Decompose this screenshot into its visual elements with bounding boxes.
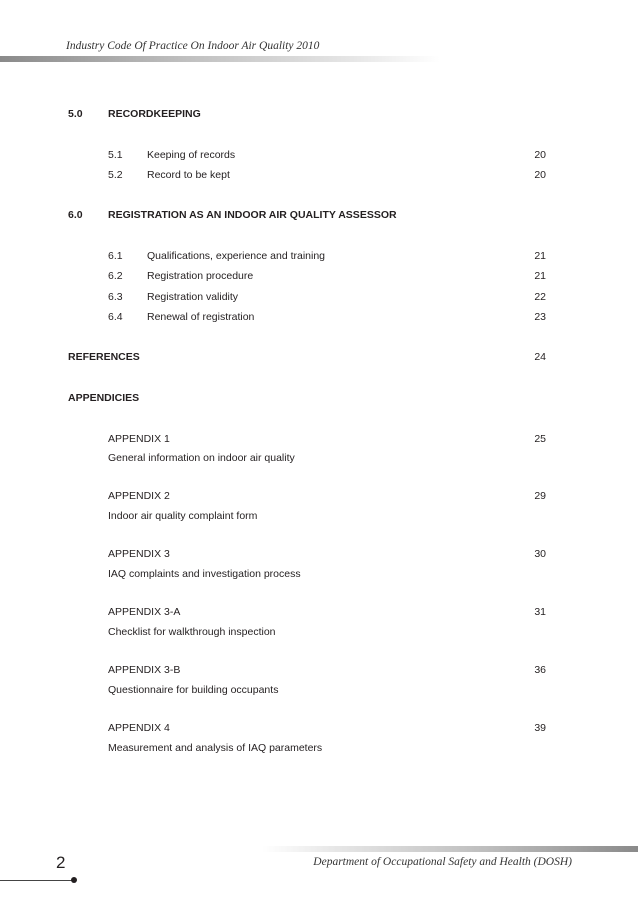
appendix-desc: Measurement and analysis of IAQ parameters	[108, 742, 323, 754]
toc-page: 36	[534, 664, 546, 676]
toc-label: Record to be kept	[147, 169, 230, 181]
appendix-title[interactable]: APPENDIX 3-A	[108, 606, 181, 618]
section-heading-5[interactable]	[68, 108, 201, 120]
toc-page: 30	[534, 548, 546, 560]
toc-page: 20	[534, 169, 546, 181]
footer-dot	[71, 877, 77, 883]
toc-number: 6.1	[108, 250, 123, 262]
section-title: REGISTRATION AS AN INDOOR AIR QUALITY ASSESSOR	[108, 209, 397, 221]
toc-row[interactable]	[108, 250, 325, 262]
toc-page: 23	[534, 311, 546, 323]
toc-label: Registration procedure	[147, 270, 254, 282]
appendix-title[interactable]: APPENDIX 4	[108, 722, 170, 734]
footer-rule	[0, 880, 74, 881]
toc-page: 29	[534, 490, 546, 502]
toc-page: 20	[534, 149, 546, 161]
appendix-title[interactable]: APPENDIX 2	[108, 490, 170, 502]
section-number: 5.0	[68, 108, 83, 120]
appendix-title[interactable]: APPENDIX 3	[108, 548, 170, 560]
footer-department: Department of Occupational Safety and Health (DOSH)	[313, 856, 572, 868]
toc-page: 21	[534, 250, 546, 262]
appendix-desc: Checklist for walkthrough inspection	[108, 626, 276, 638]
header-title: Industry Code Of Practice On Indoor Air Quality 2010	[66, 40, 320, 52]
toc-row[interactable]	[108, 311, 254, 323]
header-bar	[0, 56, 440, 62]
section-heading-6[interactable]	[68, 209, 397, 221]
footer-bar	[262, 846, 638, 852]
toc-row[interactable]	[108, 149, 235, 161]
references-heading[interactable]: REFERENCES	[68, 351, 140, 363]
section-title: RECORDKEEPING	[108, 108, 201, 120]
appendix-desc: IAQ complaints and investigation process	[108, 568, 301, 580]
toc-label: Renewal of registration	[147, 311, 255, 323]
page-number: 2	[56, 853, 66, 872]
toc-label: Keeping of records	[147, 149, 236, 161]
toc-row[interactable]	[108, 270, 253, 282]
appendix-desc: General information on indoor air quality	[108, 452, 295, 464]
toc-page: 22	[534, 291, 546, 303]
toc-number: 5.1	[108, 149, 123, 161]
appendix-desc: Indoor air quality complaint form	[108, 510, 258, 522]
toc-label: Registration validity	[147, 291, 239, 303]
toc-row[interactable]	[108, 291, 238, 303]
toc-number: 6.4	[108, 311, 123, 323]
toc-number: 6.3	[108, 291, 123, 303]
toc-row[interactable]	[108, 169, 230, 181]
toc-number: 5.2	[108, 169, 123, 181]
toc-page: 31	[534, 606, 546, 618]
toc-page: 21	[534, 270, 546, 282]
appendix-title[interactable]: APPENDIX 3-B	[108, 664, 181, 676]
section-number: 6.0	[68, 209, 83, 221]
toc-page: 39	[534, 722, 546, 734]
toc-page: 25	[534, 433, 546, 445]
appendix-desc: Questionnaire for building occupants	[108, 684, 279, 696]
appendices-heading: APPENDICIES	[68, 392, 140, 404]
appendix-title[interactable]: APPENDIX 1	[108, 433, 170, 445]
toc-page: 24	[534, 351, 546, 363]
toc-number: 6.2	[108, 270, 123, 282]
toc-label: Qualifications, experience and training	[147, 250, 326, 262]
